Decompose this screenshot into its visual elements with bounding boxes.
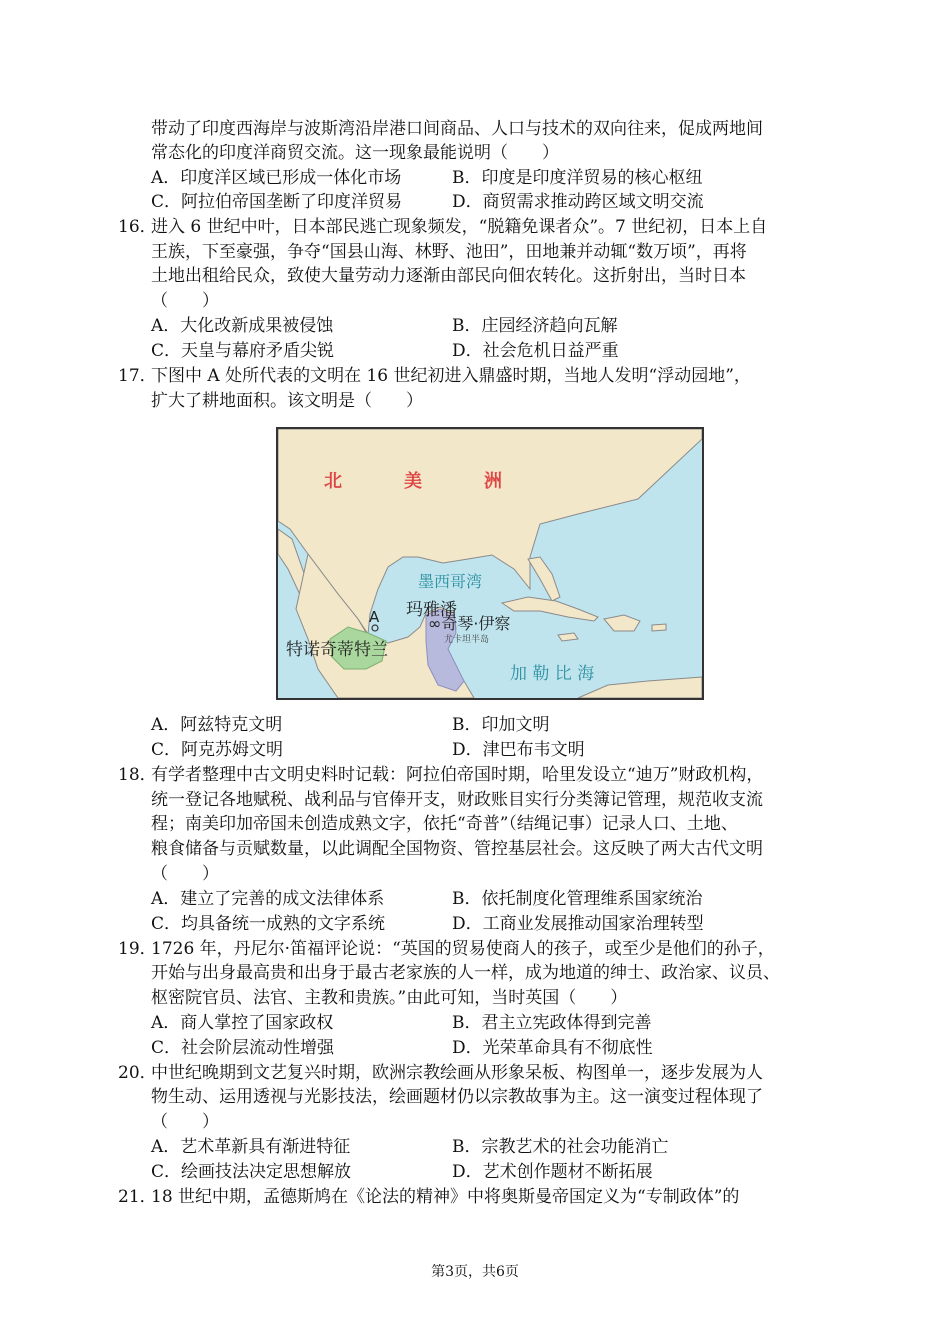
- q19-option-d: D．光荣革命具有不彻底性: [452, 1038, 653, 1058]
- page-footer: 第3页，共6页: [431, 1264, 519, 1280]
- q15-option-b: B．印度是印度洋贸易的核心枢纽: [452, 168, 703, 188]
- florida-land: [528, 557, 560, 601]
- north-america-label-1: 北: [324, 471, 342, 492]
- q18-line-1: 有学者整理中古文明史料时记载：阿拉伯帝国时期，哈里发设立“迪万”财政机构，: [151, 765, 764, 785]
- q17-number: 17．: [118, 366, 157, 386]
- chichen-itza-label: ∞奇琴·伊察: [428, 614, 511, 633]
- gulf-of-mexico-label: 墨西哥湾: [418, 572, 483, 591]
- q17-line-1: 下图中 A 处所代表的文明在 16 世纪初进入鼎盛时期，当地人发明“浮动园地”，: [151, 366, 751, 386]
- q15-option-c: C．阿拉伯帝国垄断了印度洋贸易: [151, 192, 403, 212]
- tenochtitlan-label: 特诺奇蒂特兰: [286, 640, 388, 660]
- mayapan-label: 玛雅潘: [406, 600, 457, 620]
- q19-line-3: 枢密院官员、法官、主教和贵族。”由此可知，当时英国（ ）: [151, 988, 628, 1008]
- q20-number: 20．: [118, 1063, 157, 1083]
- q20-option-d: D．艺术创作题材不断拓展: [452, 1162, 653, 1182]
- q17-option-b: B．印加文明: [452, 715, 550, 735]
- jamaica-land: [558, 633, 578, 641]
- q16-option-d: D．社会危机日益严重: [452, 341, 619, 361]
- q16-line-2: 王族，下至豪强，争夺“国县山海、林野、池田”，田地兼并动辄“数万顷”，再将: [151, 242, 747, 262]
- q19-line-1: 1726 年，丹尼尔·笛福评论说：“英国的贸易使商人的孩子，或至少是他们的孙子，: [151, 939, 775, 959]
- q20-option-c: C．绘画技法决定思想解放: [151, 1162, 352, 1182]
- q20-line-3: （ ）: [151, 1112, 219, 1132]
- q18-line-5: （ ）: [151, 864, 219, 884]
- q20-option-b: B．宗教艺术的社会功能消亡: [452, 1137, 669, 1157]
- q18-line-3: 程；南美印加帝国未创造成熟文字，依托“奇普”（结绳记事）记录人口、土地、: [151, 814, 738, 834]
- q19-option-c: C．社会阶层流动性增强: [151, 1038, 335, 1058]
- hispaniola-land: [604, 615, 640, 631]
- q19-number: 19．: [118, 939, 157, 959]
- q15-line-1: 带动了印度西海岸与波斯湾沿岸港口间商品、人口与技术的双向往来，促成两地间: [151, 119, 763, 139]
- caribbean-sea-label: 加 勒 比 海: [510, 664, 595, 684]
- q15-line-2: 常态化的印度洋商贸交流。这一现象最能说明（ ）: [151, 143, 559, 163]
- q18-option-d: D．工商业发展推动国家治理转型: [452, 914, 704, 934]
- q17-line-2: 扩大了耕地面积。该文明是（ ）: [151, 391, 423, 411]
- yucatan-label: 尤卡坦半岛: [444, 635, 490, 645]
- q18-option-c: C．均具备统一成熟的文字系统: [151, 914, 386, 934]
- q15-option-d: D．商贸需求推动跨区域文明交流: [452, 192, 704, 212]
- north-america-label-2: 美: [404, 471, 422, 492]
- q17-option-d: D．津巴布韦文明: [452, 740, 585, 760]
- q19-line-2: 开始与出身最高贵和出身于最古老家族的人一样，成为地道的绅士、政治家、议员、: [151, 963, 780, 983]
- q16-option-c: C．天皇与幕府矛盾尖锐: [151, 341, 335, 361]
- q21-number: 21．: [118, 1187, 157, 1207]
- q18-option-b: B．依托制度化管理维系国家统治: [452, 889, 703, 909]
- cuba-land: [502, 597, 598, 621]
- q20-line-2: 物生动、运用透视与光影技法，绘画题材仍以宗教故事为主。这一演变过程体现了: [151, 1087, 763, 1107]
- q17-option-c: C．阿克苏姆文明: [151, 740, 284, 760]
- q18-line-2: 统一登记各地赋税、战利品与官俸开支，财政账目实行分类簿记管理，规范收支流: [151, 790, 763, 810]
- q16-number: 16．: [118, 217, 157, 237]
- q16-line-3: 土地出租给民众，致使大量劳动力逐渐由部民向佃农转化。这折射出，当时日本: [151, 266, 746, 286]
- q16-option-b: B．庄园经济趋向瓦解: [452, 316, 618, 336]
- q16-line-1: 进入 6 世纪中叶，日本部民逃亡现象频发，“脱籍免课者众”。7 世纪初，日本上自: [151, 217, 768, 237]
- q19-option-a: A．商人掌控了国家政权: [151, 1013, 334, 1033]
- q17-option-a: A．阿兹特克文明: [151, 715, 283, 735]
- q18-line-4: 粮食储备与贡赋数量，以此调配全国物资、管控基层社会。这反映了两大古代文明: [151, 839, 763, 859]
- q19-option-b: B．君主立宪政体得到完善: [452, 1013, 652, 1033]
- q15-option-a: A．印度洋区域已形成一体化市场: [151, 168, 402, 188]
- q16-option-a: A．大化改新成果被侵蚀: [151, 316, 334, 336]
- south-america-land: [578, 677, 702, 698]
- q16-line-4: （ ）: [151, 291, 219, 311]
- site-a-label: A: [369, 608, 380, 626]
- north-america-label-3: 洲: [484, 471, 502, 492]
- puerto-rico-land: [652, 624, 666, 631]
- q21-line-1: 18 世纪中期，孟德斯鸠在《论法的精神》中将奥斯曼帝国定义为“专制政体”的: [151, 1187, 740, 1207]
- q20-option-a: A．艺术革新具有渐进特征: [151, 1137, 351, 1157]
- mesoamerica-map: [276, 427, 704, 700]
- q18-option-a: A．建立了完善的成文法律体系: [151, 889, 385, 909]
- q18-number: 18．: [118, 765, 157, 785]
- q20-line-1: 中世纪晚期到文艺复兴时期，欧洲宗教绘画从形象呆板、构图单一，逐步发展为人: [151, 1063, 763, 1083]
